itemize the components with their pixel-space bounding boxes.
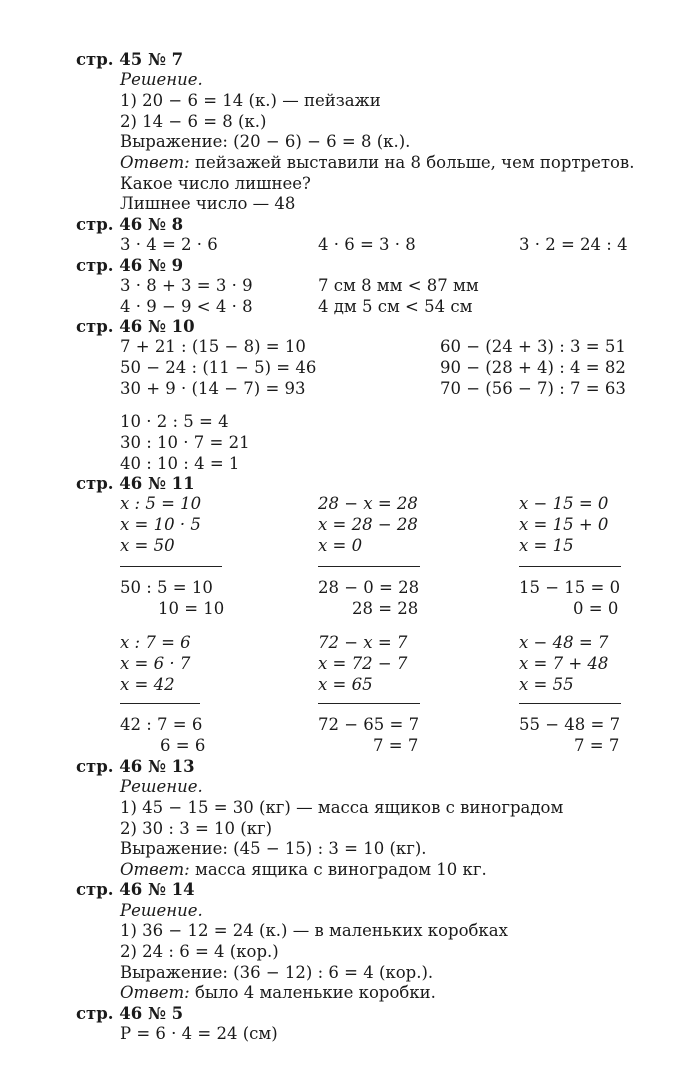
equation: 3 · 4 = 2 · 6 bbox=[120, 235, 218, 254]
answer-text: масса ящика с виноградом 10 кг. bbox=[189, 860, 487, 879]
equation: 50 − 24 : (11 − 5) = 46 bbox=[120, 358, 317, 377]
equation: x = 0 bbox=[318, 536, 363, 555]
solution-step: 2) 24 : 6 = 4 (кор.) bbox=[120, 942, 279, 961]
check-equation: 50 : 5 = 10 bbox=[120, 578, 213, 597]
answer-line: Лишнее число — 48 bbox=[120, 194, 296, 213]
equation: 3 · 8 + 3 = 3 · 9 bbox=[120, 276, 253, 295]
check-equation: 7 = 7 bbox=[574, 736, 620, 755]
check-divider bbox=[519, 703, 621, 704]
check-equation: 28 − 0 = 28 bbox=[318, 578, 420, 597]
task-heading: стр. 46 № 14 bbox=[76, 880, 195, 899]
equation: x = 72 − 7 bbox=[318, 654, 408, 673]
equation: 72 − x = 7 bbox=[318, 633, 408, 652]
question-line: Какое число лишнее? bbox=[120, 174, 311, 193]
task-heading: стр. 45 № 7 bbox=[76, 50, 184, 69]
equation: x = 15 bbox=[519, 536, 574, 555]
task-heading: стр. 46 № 10 bbox=[76, 317, 195, 336]
equation: 30 : 10 · 7 = 21 bbox=[120, 433, 250, 452]
solution-label: Решение. bbox=[120, 70, 203, 89]
equation: 90 − (28 + 4) : 4 = 82 bbox=[440, 358, 626, 377]
answer-label: Ответ: bbox=[120, 860, 190, 879]
equation: 7 + 21 : (15 − 8) = 10 bbox=[120, 337, 306, 356]
equation: 7 см 8 мм < 87 мм bbox=[318, 276, 479, 295]
equation: x = 42 bbox=[120, 675, 175, 694]
equation: x : 7 = 6 bbox=[120, 633, 191, 652]
solution-step: 1) 45 − 15 = 30 (кг) — масса ящиков с виноградом bbox=[120, 798, 564, 817]
expression-line: Выражение: (36 − 12) : 6 = 4 (кор.). bbox=[120, 963, 434, 982]
equation: 10 · 2 : 5 = 4 bbox=[120, 412, 229, 431]
check-equation: 28 = 28 bbox=[352, 599, 419, 618]
equation: 70 − (56 − 7) : 7 = 63 bbox=[440, 379, 626, 398]
task-heading: стр. 46 № 9 bbox=[76, 256, 184, 275]
answer-label: Ответ: bbox=[120, 983, 190, 1002]
solution-step: 1) 36 − 12 = 24 (к.) — в маленьких коробках bbox=[120, 921, 508, 940]
check-equation: 0 = 0 bbox=[573, 599, 619, 618]
equation: x = 6 · 7 bbox=[120, 654, 191, 673]
check-equation: 55 − 48 = 7 bbox=[519, 715, 621, 734]
equation: x = 10 · 5 bbox=[120, 515, 201, 534]
check-equation: 10 = 10 bbox=[158, 599, 225, 618]
expression-line: Выражение: (20 − 6) − 6 = 8 (к.). bbox=[120, 132, 411, 151]
check-divider bbox=[120, 703, 200, 704]
task-heading: стр. 46 № 13 bbox=[76, 757, 195, 776]
equation: x : 5 = 10 bbox=[120, 494, 202, 513]
equation: x − 15 = 0 bbox=[519, 494, 609, 513]
equation: x = 15 + 0 bbox=[519, 515, 609, 534]
solution-step: 1) 20 − 6 = 14 (к.) — пейзажи bbox=[120, 91, 381, 110]
equation: 4 дм 5 см < 54 см bbox=[318, 297, 473, 316]
check-equation: 6 = 6 bbox=[160, 736, 206, 755]
check-divider bbox=[120, 566, 222, 567]
equation: 3 · 2 = 24 : 4 bbox=[519, 235, 628, 254]
answer-line bbox=[120, 155, 634, 172]
task-heading: стр. 46 № 11 bbox=[76, 474, 195, 493]
expression-line: Выражение: (45 − 15) : 3 = 10 (кг). bbox=[120, 839, 427, 858]
answer-text: пейзажей выставили на 8 больше, чем портретов. bbox=[189, 153, 635, 172]
equation: x = 50 bbox=[120, 536, 175, 555]
equation: x − 48 = 7 bbox=[519, 633, 609, 652]
equation: 28 − x = 28 bbox=[318, 494, 418, 513]
formula-line: P = 6 · 4 = 24 (см) bbox=[120, 1024, 278, 1043]
equation: x = 55 bbox=[519, 675, 574, 694]
answer-line bbox=[120, 985, 436, 1002]
check-divider bbox=[318, 703, 420, 704]
task-heading: стр. 46 № 8 bbox=[76, 215, 184, 234]
answer-line bbox=[120, 862, 487, 879]
solution-step: 2) 30 : 3 = 10 (кг) bbox=[120, 819, 273, 838]
equation: x = 28 − 28 bbox=[318, 515, 418, 534]
check-equation: 15 − 15 = 0 bbox=[519, 578, 621, 597]
check-equation: 7 = 7 bbox=[373, 736, 419, 755]
task-heading: стр. 46 № 5 bbox=[76, 1004, 184, 1023]
answer-text: было 4 маленькие коробки. bbox=[189, 983, 436, 1002]
check-divider bbox=[519, 566, 621, 567]
equation: 4 · 6 = 3 · 8 bbox=[318, 235, 416, 254]
check-divider bbox=[318, 566, 420, 567]
check-equation: 72 − 65 = 7 bbox=[318, 715, 420, 734]
answer-label: Ответ: bbox=[120, 153, 190, 172]
solution-label: Решение. bbox=[120, 777, 203, 796]
equation: 40 : 10 : 4 = 1 bbox=[120, 454, 240, 473]
check-equation: 42 : 7 = 6 bbox=[120, 715, 203, 734]
equation: x = 7 + 48 bbox=[519, 654, 609, 673]
solution-label: Решение. bbox=[120, 901, 203, 920]
equation: 60 − (24 + 3) : 3 = 51 bbox=[440, 337, 626, 356]
equation: 30 + 9 · (14 − 7) = 93 bbox=[120, 379, 306, 398]
equation: 4 · 9 − 9 < 4 · 8 bbox=[120, 297, 253, 316]
solution-step: 2) 14 − 6 = 8 (к.) bbox=[120, 112, 267, 131]
equation: x = 65 bbox=[318, 675, 373, 694]
